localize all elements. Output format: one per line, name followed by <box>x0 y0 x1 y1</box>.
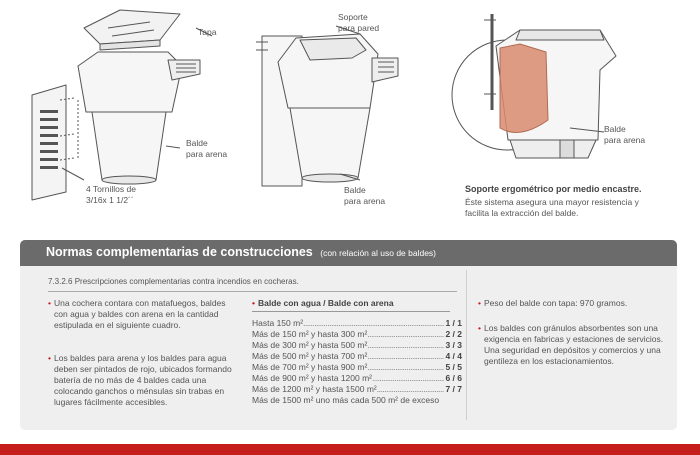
bucket-middle-icon <box>256 34 398 186</box>
table-row: Más de 150 m² y hasta 300 m² ..... 2 / 2 <box>252 329 462 340</box>
panel-title-text: Normas complementarias de construcciones <box>46 245 313 259</box>
footer-red-bar <box>0 444 700 455</box>
table-row: Más de 900 m² y hasta 1200 m² ..... 6 / 6 <box>252 373 462 384</box>
label-balde-left: Balde para arena <box>186 138 228 159</box>
regulation-subtitle: 7.3.2.6 Prescripciones complementarias contra incendios en cocheras. <box>48 277 299 286</box>
panel-title-note: (con relación al uso de baldes) <box>320 248 437 258</box>
panel-header <box>20 240 677 266</box>
table-header: • Balde con agua / Balde con arena <box>252 298 462 308</box>
ergonomic-support-text: Éste sistema asegura una mayor resistencia y facilita la extracción del balde. <box>465 197 639 218</box>
table-footer-row: Más de 1500 m² uno más cada 500 m² de exceso <box>252 395 440 405</box>
label-balde-middle: Balde para arena <box>344 185 386 206</box>
column-divider <box>466 270 467 420</box>
bullet-item: • Los baldes para arena y los baldes para agua deben ser pintados de rojo, ubicados formando batería de no más de 4 baldes cada una colocando ganchos o ménsulas sin trabas en lugares fácilmente accesibles. <box>48 353 248 408</box>
wall-plate-icon <box>32 85 66 200</box>
ergonomic-support-title: Soporte ergométrico por medio encastre. <box>465 184 642 194</box>
table-row: Más de 1200 m² y hasta 1500 m² ..... 7 / 7 <box>252 384 462 395</box>
lid-icon <box>84 10 180 50</box>
bucket-quantity-table <box>252 298 462 406</box>
table-row: Más de 700 m² y hasta 900 m² ..... 5 / 5 <box>252 362 462 373</box>
bullet-item: • Una cochera contara con matafuegos, baldes con agua y baldes con arena en la cantidad estipulada en el siguiente cuadro. <box>48 298 248 331</box>
norms-panel <box>20 240 677 430</box>
table-row: Hasta 150 m² ..... 1 / 1 <box>252 318 462 329</box>
table-row: Más de 500 m² y hasta 700 m² ..... 4 / 4 <box>252 351 462 362</box>
table-divider <box>252 311 450 312</box>
table-row: Más de 300 m² y hasta 500 m² ..... 3 / 3 <box>252 340 462 351</box>
bucket-left-icon <box>78 52 200 184</box>
subtitle-divider <box>48 291 457 292</box>
bullet-item: • Los baldes con gránulos absorbentes son una exigencia en fabricas y estaciones de servicios. Una seguridad en depósitos y comercios y una gentileza en los estacionamientos. <box>478 323 668 367</box>
bucket-section-icon <box>452 14 616 158</box>
label-tapa: Tapa <box>198 27 217 37</box>
right-bullets <box>478 298 668 389</box>
left-bullets <box>48 298 248 430</box>
panel-title <box>46 245 436 259</box>
bullet-item: • Peso del balde con tapa: 970 gramos. <box>478 298 668 309</box>
label-balde-right: Balde para arena <box>604 124 646 145</box>
label-tornillos: 4 Tornillos de 3/16x 1 1/2´´ <box>86 184 136 205</box>
label-soporte-pared: Soporte para pared <box>338 12 380 33</box>
